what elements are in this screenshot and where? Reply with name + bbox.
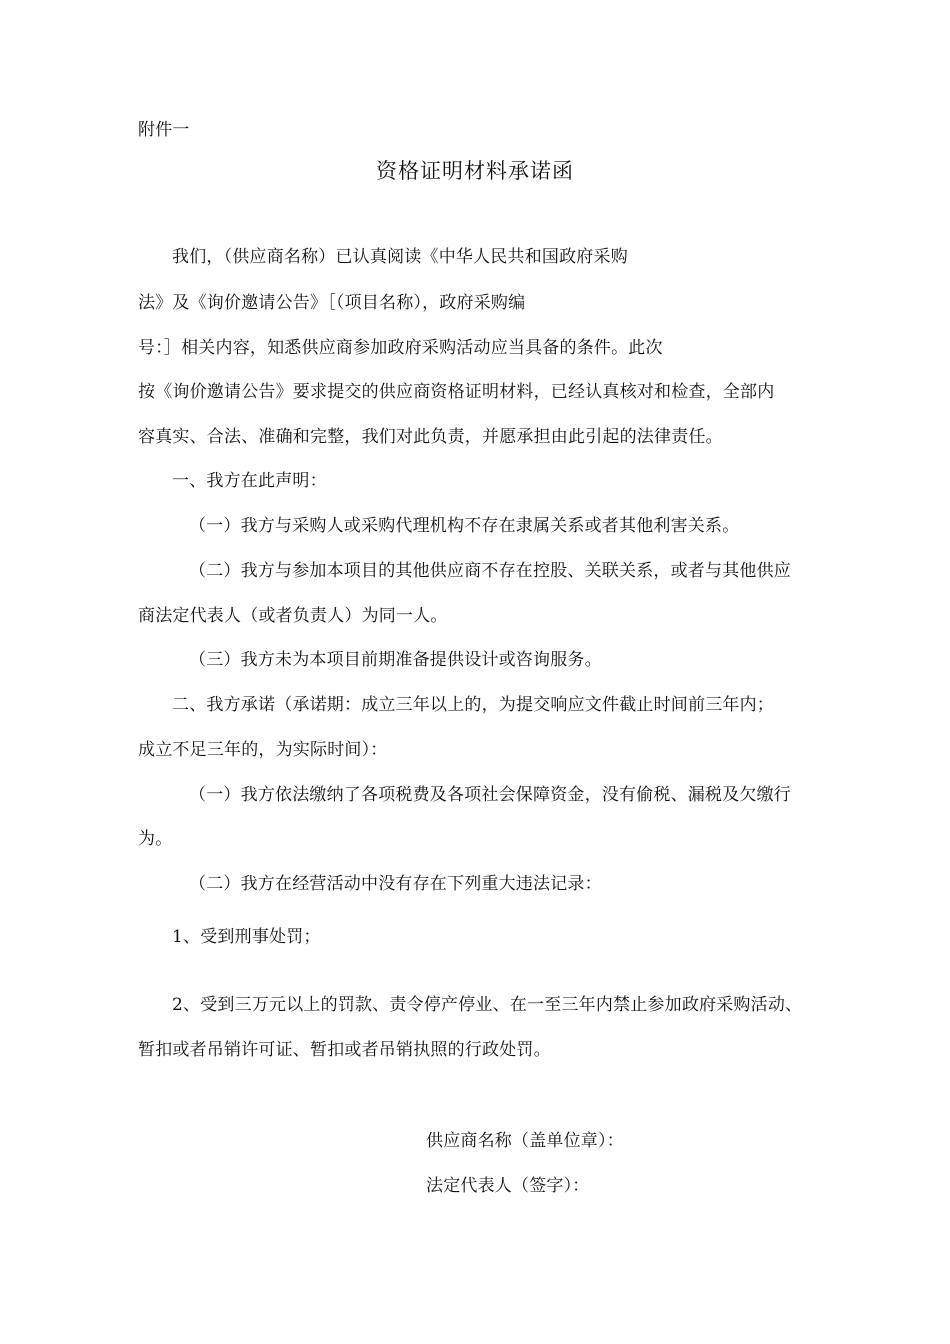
section1-heading: 一、我方在此声明：: [172, 471, 327, 491]
section1-item-2-line-2: 商法定代表人（或者负责人）为同一人。: [138, 606, 448, 626]
intro-line-5: 容真实、合法、准确和完整，我们对此负责，并愿承担由此引起的法律责任。: [138, 427, 723, 447]
violation-record-2-line-1: 2、受到三万元以上的罚款、责令停产停业、在一至三年内禁止参加政府采购活动、: [172, 995, 803, 1015]
section2-heading-line-1: 二、我方承诺（承诺期：成立三年以上的，为提交响应文件截止时间前三年内；: [172, 695, 774, 715]
attachment-label: 附件一: [138, 120, 190, 140]
intro-line-1: 我们，（供应商名称）已认真阅读《中华人民共和国政府采购: [172, 247, 628, 267]
section2-item-1-line-2: 为。: [138, 829, 173, 849]
violation-record-2-line-2: 暂扣或者吊销许可证、暂扣或者吊销执照的行政处罚。: [138, 1040, 551, 1060]
section2-heading-line-2: 成立不足三年的，为实际时间）：: [138, 740, 388, 760]
document-title: 资格证明材料承诺函: [376, 159, 574, 183]
violation-record-1: 1、受到刑事处罚；: [172, 927, 321, 947]
section1-item-2-line-1: （二）我方与参加本项目的其他供应商不存在控股、关联关系，或者与其他供应: [189, 561, 791, 581]
intro-line-3: 号：］相关内容，知悉供应商参加政府采购活动应当具备的条件。此次: [138, 338, 663, 358]
section2-item-2: （二）我方在经营活动中没有存在下列重大违法记录：: [189, 874, 602, 894]
intro-line-2: 法》及《询价邀请公告》［（项目名称），政府采购编: [138, 293, 526, 313]
legal-representative-label: 法定代表人（签字）：: [426, 1176, 590, 1196]
intro-line-4: 按《询价邀请公告》要求提交的供应商资格证明材料，已经认真核对和检查，全部内: [138, 382, 775, 402]
supplier-name-label: 供应商名称（盖单位章）：: [426, 1131, 624, 1151]
section1-item-1: （一）我方与采购人或采购代理机构不存在隶属关系或者其他利害关系。: [189, 516, 740, 536]
section2-item-1-line-1: （一）我方依法缴纳了各项税费及各项社会保障资金，没有偷税、漏税及欠缴行: [189, 785, 791, 805]
section1-item-3: （三）我方未为本项目前期准备提供设计或咨询服务。: [189, 650, 602, 670]
